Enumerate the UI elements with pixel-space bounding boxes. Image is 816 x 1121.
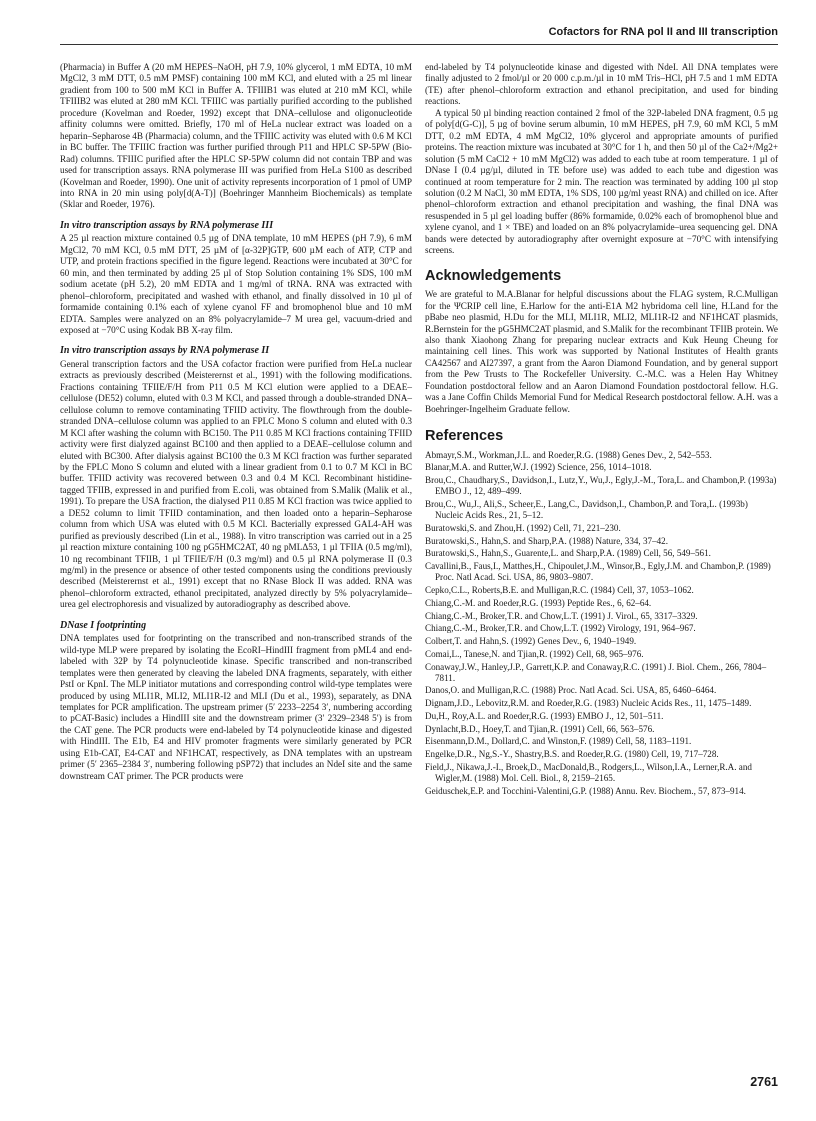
intro-paragraph: (Pharmacia) in Buffer A (20 mM HEPES–NaOH, pH 7.9, 10% glycerol, 1 mM EDTA, 10 mM MgCl2, 3 mM DTT, 0.5 mM PMSF) containing 100 mM KCl, and eluted with a 25 ml linear gradient from 100 to 500 mM KCl in Buffer A. TFIIIB1 was eluted at 210 mM KCl, while TFIIIB2 was eluted at 280 mM KCl. TFIIIC was partially purified according to the published procedure (Kovelman and Roeder, 1992) except that DNA–cellulose and oligonucleotide affinity columns were omitted. Briefly, 170 ml of HeLa nuclear extract was loaded on a heparin–Sepharose 4B (Pharmacia) column, and the TFIIIC activity was eluted with 0.6 M KCl in BC buffer. The TFIIIC fraction was further purified through P11 and HPLC SP-5PW (Bio-Rad) columns. TFIIIC purified after the HPLC SP-5PW column did not contain TBP and was used for transcription assays. RNA polymerase III was purified from HeLa S100 as described (Kovelman and Roeder, 1990). One unit of activity represents incorporation of 1 pmol of UMP into RNA in 20 min using poly[d(A-T)] (Boehringer Mannheim Biochemicals) as template (Sklar and Roeder, 1976). [60,62,412,210]
reference-item: Buratowski,S., Hahn,S., Guarente,L. and Sharp,P.A. (1989) Cell, 56, 549–561. [425,548,711,559]
section-text-pol2: General transcription factors and the USA cofactor fraction were purified from HeLa nuclear extracts as previously described (Meisterernst et al., 1991) with the following modifications. Fractions containing TFIIE/F/H from P11 0.5 M KCl elution were applied to a DEAE–cellulose (DE52) column, eluted with 0.3 M KCl, and passed through a double-stranded DNA–cellulose column to remove contaminating TFIID activity. The flowthrough from the double-stranded DNA–cellulose column was applied to an FPLC Mono S column and eluted with 0.3 M KCl after washing the column with BC150. The P11 0.85 M KCl fractions containing TFIID activity were first dialyzed against BC100 and then applied to a DEAE–cellulose column and eluted with BC300. After dialysis against BC100 the 0.3 M KCl fraction was further separated by the FPLC Mono S column and eluted with a linear gradient from 0.1 to 0.7 M KCl in BC buffer. TFIID activity was recovered between 0.3 and 0.4 M KCl. Recombinant histidine-tagged TFIIB, expressed in and purified from E.coli, was obtained from S.Malik (Malik et al., 1991). To prepare the USA fraction, the dialysed P11 0.85 M KCl fraction was twice applied to a DE52 column to limit TFIID contamination, and then loaded onto a heparin–Sepharose column from which USA was eluted with 0.5 M KCl. Bacterially expressed GAL4-AH was purified as previously described (Lin et al., 1988). In vitro transcription was carried out in a 25 µl reaction mixture containing 100 ng pG5HMC2AT, 40 ng pMLΔ53, 1 µl TFIIA (0.5 mg/ml), 10 ng recombinant TFIIB, 1 µl TFIIE/F/H (0.3 mg/ml) and 0.5 µl RNA polymerase II (0.3 mg/ml) in the presence or absence of other tested components using the conditions previously described (Meisterernst et al., 1991) except that no RNase Block II was added. RNA was phenol–chloroform extracted, ethanol precipitated, analyzed directly by 5% polyacrylamide–urea gel electrophoresis and visualized by autoradiography as described above. [60,358,412,610]
acknowledgements-heading: Acknowledgements [425,267,562,284]
page-number: 2761 [750,1075,778,1089]
running-title: Cofactors for RNA pol II and III transcription [548,26,778,38]
reference-item: Abmayr,S.M., Workman,J.L. and Roeder,R.G. (1988) Genes Dev., 2, 542–553. [425,449,712,460]
reference-item: Cepko,C.L., Roberts,B.E. and Mulligan,R.C. (1984) Cell, 37, 1053–1062. [425,585,694,596]
reference-item: Chiang,C.-M., Broker,T.R. and Chow,L.T. (1991) J. Virol., 65, 3317–3329. [425,610,698,621]
reference-item: Buratowski,S., Hahn,S. and Sharp,P.A. (1988) Nature, 334, 37–42. [425,535,668,546]
reference-item: Engelke,D.R., Ng,S.-Y., Shastry,B.S. and Roeder,R.G. (1980) Cell, 19, 717–728. [425,749,719,760]
reference-item: Colbert,T. and Hahn,S. (1992) Genes Dev., 6, 1940–1949. [425,636,637,647]
binding-paragraph: A typical 50 µl binding reaction contained 2 fmol of the 32P-labeled DNA fragment, 0.5 µg of poly[d(G-C)], 5 µg of bovine serum albumin, 10 mM HEPES, pH 7.9, 60 mM KCl, 5 mM DTT, 0.2 mM EDTA, 4 mM MgCl2, 10% glycerol and appropriate amounts of purified proteins. The reaction mixture was incubated at 30°C for 1 h, and then 50 µl of the Ca2+/Mg2+ solution (5 mM CaCl2 + 10 mM MgCl2) was added to each tube at room temperature. 1 µl of DNase I (0.4 µg/µl, diluted in TE before use) was added to each tube and digestion was continued at room temperature for 2 min. The reaction was terminated by adding 100 µl stop solution (0.2 M NaCl, 30 mM EDTA, 1% SDS, 100 µg/ml yeast RNA) and chilled on ice. After phenol–chloroform extraction and ethanol precipitation and washing, the final DNA was resuspended in 5 µl gel loading buffer (86% formamide, 0.02% each of bromophenol blue and xylene cyanol, and 1 × TBE) and loaded on an 8% polyacrylamide–urea sequencing gel. DNA bands were detected by autoradiography after overnight exposure at −70°C with intensifying screens. [425,107,778,256]
reference-item: Brou,C., Chaudhary,S., Davidson,I., Lutz,Y., Wu,J., Egly,J.-M., Tora,L. and Chambon,P. (1993a) EMBO J., 12, 489–499. [425,475,777,497]
reference-item: Comai,L., Tanese,N. and Tjian,R. (1992) Cell, 68, 965–976. [425,648,644,659]
running-header [60,16,778,45]
reference-item: Chiang,C.-M. and Roeder,R.G. (1993) Peptide Res., 6, 62–64. [425,597,652,608]
section-heading-pol3: In vitro transcription assays by RNA polymerase III [60,219,274,231]
continuation-paragraph: end-labeled by T4 polynucleotide kinase and digested with NdeI. All DNA templates were finally adjusted to 2 fmol/µl or 20 000 c.p.m./µl in 10 mM Tris–HCl, pH 7.5 and 1 mM EDTA (TE) after phenol–chloroform extraction and ethanol precipitation, and used for binding reactions. [425,62,778,107]
reference-item: Blanar,M.A. and Rutter,W.J. (1992) Science, 256, 1014–1018. [425,462,652,473]
reference-item: Geiduschek,E.P. and Tocchini-Valentini,G.P. (1988) Annu. Rev. Biochem., 57, 873–914. [425,785,746,796]
right-column [425,62,778,799]
references-list [425,450,778,797]
reference-item: Cavallini,B., Faus,I., Matthes,H., Chipoulet,J.M., Winsor,B., Egly,J.M. and Chambon,P. (1989) Proc. Natl Acad. Sci. USA, 86, 9803–9807. [425,561,771,583]
reference-item: Chiang,C.-M., Broker,T.R. and Chow,L.T. (1992) Virology, 191, 964–967. [425,623,696,634]
reference-item: Conaway,J.W., Hanley,J.P., Garrett,K.P. and Conaway,R.C. (1991) J. Biol. Chem., 266, 7804–7811. [425,661,767,683]
reference-item: Field,J., Nikawa,J.-I., Broek,D., MacDonald,B., Rodgers,L., Wilson,I.A., Lerner,R.A. and Wigler,M. (1988) Mol. Cell. Biol., 8, 2159–2165. [425,761,752,784]
section-text-pol3: A 25 µl reaction mixture contained 0.5 µg of DNA template, 10 mM HEPES (pH 7.9), 6 mM MgCl2, 70 mM KCl, 0.5 mM DTT, 25 µM of [α-32P]GTP, 600 µM each of ATP, CTP and UTP, and protein fractions specified in the figure legend. Reactions were incubated at 30°C for 60 min, and then terminated by adding 25 µl of Stop Solution containing 1% SDS, 100 mM sodium acetate (pH 5.2), 20 mM EDTA and 1 mg/ml of tRNA. RNA was extracted with phenol–chloroform, precipitated and washed with ethanol, and finally dissolved in 10 µl of formamide containing 0.1% each of xylene cyanol FF and bromophenol blue and 10 mM EDTA. Samples were analyzed on an 8% polyacrylamide–7 M urea gel, vacuum-dried and exposed at −70°C using Kodak BB X-ray film. [60,233,412,335]
left-column [60,62,412,782]
acknowledgements-text: We are grateful to M.A.Blanar for helpful discussions about the FLAG system, R.C.Mulligan for the ΨCRIP cell line, E.Harlow for the anti-E1A M2 hybridoma cell line, H.Land for the pBabe neo plasmid, H.Du for the MLI, MLI1R, MLI2, MLI1R-I2 and NF1HCAT plasmids, R.Bernstein for the pG5HMC2AT plasmid, and S.Malik for the recombinant TFIIB protein. We also thank Xiaohong Zhang for preparing nuclear extracts and Kuk Heung Cheung for maintaining cell lines. This work was supported by National Institutes of Health grants CA42567 and AI27397, a grant from the Aaron Diamond Foundation, and by general support from the Pew Trusts to The Rockefeller University. C.-M.C. was a Helen Hay Whitney Foundation postdoctoral fellow and an Aaron Diamond Foundation postdoctoral fellow. H.G. was a Jane Coffin Childs Memorial Fund for Medical Research postdoctoral fellow. A.H. was a Boehringer-Ingelheim Graduate fellow. [425,289,778,414]
reference-item: Danos,O. and Mulligan,R.C. (1988) Proc. Natl Acad. Sci. USA, 85, 6460–6464. [425,685,717,696]
reference-item: Buratowski,S. and Zhou,H. (1992) Cell, 71, 221–230. [425,522,621,533]
section-heading-dnase: DNase I footprinting [60,619,147,631]
reference-item: Eisenmann,D.M., Dollard,C. and Winston,F. (1989) Cell, 58, 1183–1191. [425,736,692,747]
reference-item: Brou,C., Wu,J., Ali,S., Scheer,E., Lang,C., Davidson,I., Chambon,P. and Tora,L. (1993b) Nucleic Acids Res., 21, 5–12. [425,499,748,521]
reference-item: Dignam,J.D., Lebovitz,R.M. and Roeder,R.G. (1983) Nucleic Acids Res., 11, 1475–1489. [425,698,752,709]
reference-item: Du,H., Roy,A.L. and Roeder,R.G. (1993) EMBO J., 12, 501–511. [425,710,664,721]
reference-item: Dynlacht,B.D., Hoey,T. and Tjian,R. (1991) Cell, 66, 563–576. [425,723,655,734]
section-text-dnase: DNA templates used for footprinting on the transcribed and non-transcribed strands of the wild-type MLP were prepared by isolating the EcoRI–HindIII fragment from pML4 and end-labeled with 32P by T4 polynucleotide kinase. Specific transcribed and non-transcribed templates were then generated by cleaving the labeled DNA fragments, separately, with either PstI or KpnI. The MLP initiator mutations and corresponding control wild-type templates were produced by using MLI1R, MLI2, MLI1R-I2 and MLI (Du et al., 1993), separately, as DNA templates for PCR amplification. The upstream primer (5′ 2233–2254 3′, numbering according to pCAT-Basic) includes a HindIII site and the downstream primer (3′ 2329–2348 5′) is from the CAT gene. The PCR products were end-labeled by T4 polynucleotide kinase and digested with HindIII. The E1b, E4 and HIV promoter fragments were similarly generated by PCR using E1b-CAT, E4-CAT and NF1HCAT, respectively, as DNA templates with an upstream primer (5′ 2365–2384 3′, numbering following pSP72) that includes an NdeI site and the same downstream CAT primer. The PCR products were [60,633,412,781]
references-heading: References [425,428,504,445]
section-heading-pol2: In vitro transcription assays by RNA polymerase II [60,345,270,357]
